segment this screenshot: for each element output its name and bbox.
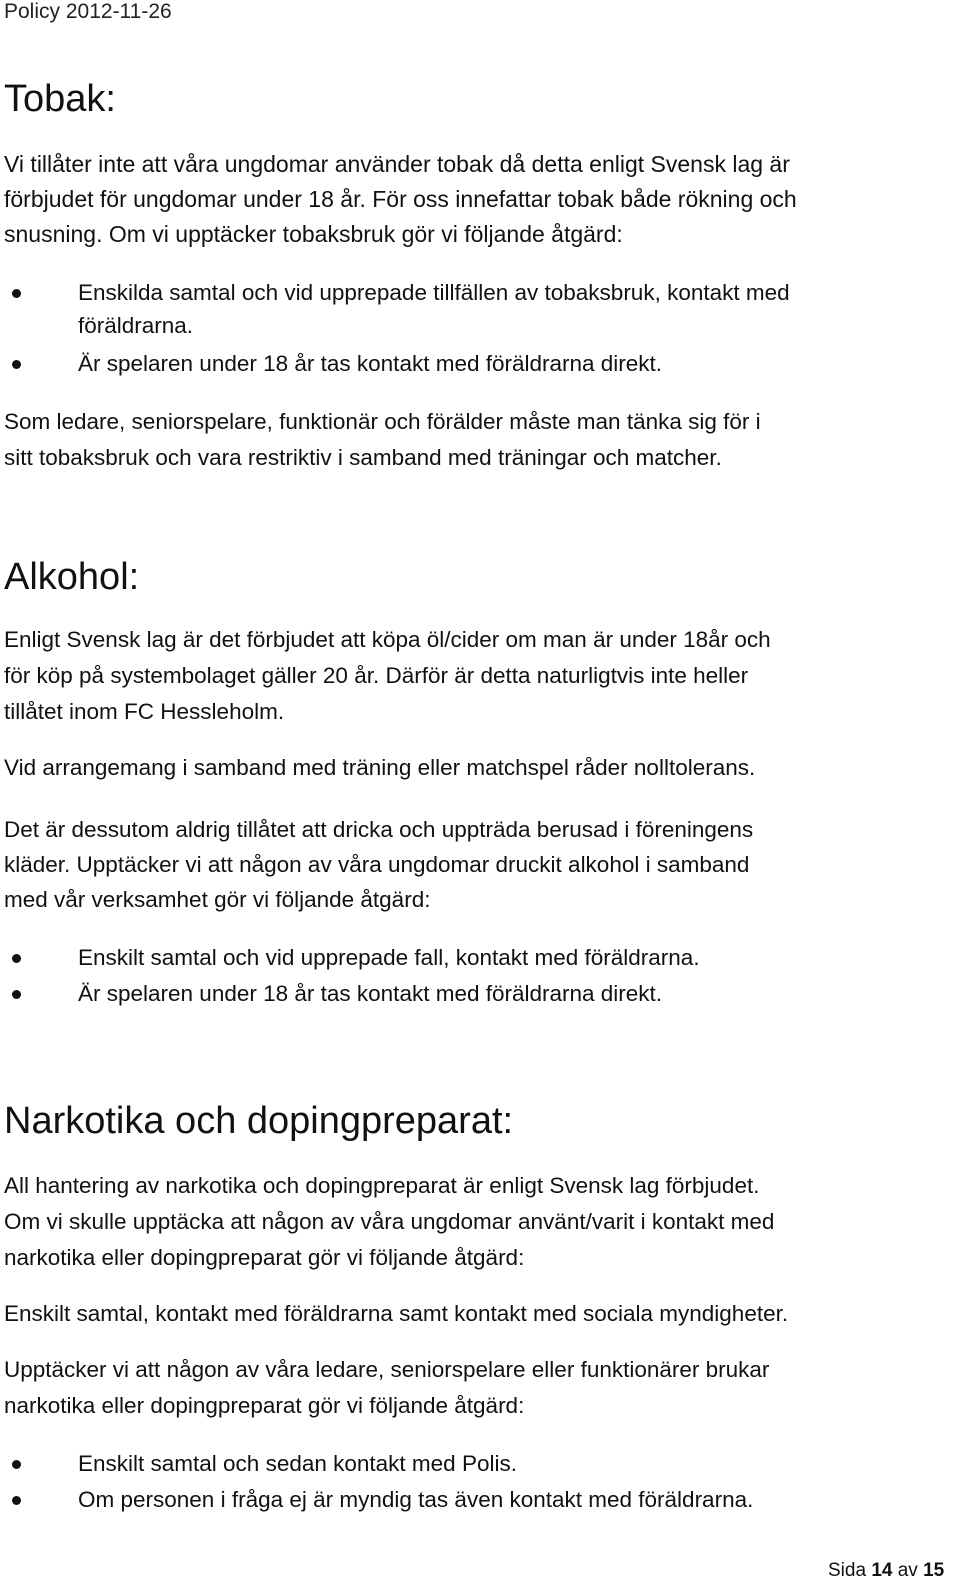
footer-page-number: 14 <box>871 1560 893 1581</box>
page-header: Policy 2012-11-26 <box>4 0 172 23</box>
bullet-icon <box>12 1496 21 1505</box>
paragraph-line: med vår verksamhet gör vi följande åtgärd: <box>4 887 431 912</box>
footer-page-total: 15 <box>923 1560 945 1581</box>
bullet-icon <box>12 954 21 963</box>
bullet-icon <box>12 1460 21 1469</box>
bullet-icon <box>12 360 21 369</box>
paragraph-line: för köp på systembolaget gäller 20 år. Därför är detta naturligtvis inte heller <box>4 663 749 688</box>
section-heading-narkotika: Narkotika och dopingpreparat: <box>4 1100 514 1142</box>
bullet-text: föräldrarna. <box>78 313 194 338</box>
alkohol-paragraph-2: Vid arrangemang i samband med träning eller matchspel råder nolltolerans. <box>4 755 756 780</box>
bullet-icon <box>12 990 21 999</box>
bullet-text: Är spelaren under 18 år tas kontakt med föräldrarna direkt. <box>78 351 663 376</box>
paragraph-line: Som ledare, seniorspelare, funktionär och förälder måste man tänka sig för i <box>4 409 761 434</box>
narkotika-paragraph-2: Enskilt samtal, kontakt med föräldrarna samt kontakt med sociala myndigheter. <box>4 1301 789 1326</box>
bullet-text: Enskilda samtal och vid upprepade tillfällen av tobaksbruk, kontakt med <box>78 280 790 305</box>
paragraph-line: Det är dessutom aldrig tillåtet att dricka och uppträda berusad i föreningens <box>4 817 754 842</box>
section-heading-alkohol: Alkohol: <box>4 556 140 598</box>
paragraph-line: Upptäcker vi att någon av våra ledare, seniorspelare eller funktionärer brukar <box>4 1357 770 1382</box>
bullet-text: Är spelaren under 18 år tas kontakt med föräldrarna direkt. <box>78 981 663 1006</box>
paragraph-line: Om vi skulle upptäcka att någon av våra ungdomar använt/varit i kontakt med <box>4 1209 775 1234</box>
paragraph-line: snusning. Om vi upptäcker tobaksbruk gör vi följande åtgärd: <box>4 221 623 247</box>
paragraph-line: All hantering av narkotika och dopingpreparat är enligt Svensk lag förbjudet. <box>4 1173 760 1198</box>
paragraph-line: Enligt Svensk lag är det förbjudet att köpa öl/cider om man är under 18år och <box>4 627 771 652</box>
paragraph-line: sitt tobaksbruk och vara restriktiv i samband med träningar och matcher. <box>4 445 722 470</box>
bullet-text: Om personen i fråga ej är myndig tas även kontakt med föräldrarna. <box>78 1487 754 1512</box>
footer-of-label: av <box>897 1560 918 1581</box>
bullet-text: Enskilt samtal och vid upprepade fall, kontakt med föräldrarna. <box>78 945 700 970</box>
paragraph-line: Vi tillåter inte att våra ungdomar använder tobak då detta enligt Svensk lag är <box>4 151 790 177</box>
bullet-icon <box>12 289 21 298</box>
page-footer <box>828 1560 944 1582</box>
paragraph-line: narkotika eller dopingpreparat gör vi följande åtgärd: <box>4 1393 525 1418</box>
paragraph-line: narkotika eller dopingpreparat gör vi följande åtgärd: <box>4 1245 525 1270</box>
footer-label: Sida <box>828 1560 867 1581</box>
section-heading-tobak: Tobak: <box>4 78 116 120</box>
paragraph-line: tillåtet inom FC Hessleholm. <box>4 699 285 724</box>
paragraph-line: förbjudet för ungdomar under 18 år. För oss innefattar tobak både rökning och <box>4 186 797 212</box>
bullet-text: Enskilt samtal och sedan kontakt med Polis. <box>78 1451 517 1476</box>
paragraph-line: kläder. Upptäcker vi att någon av våra ungdomar druckit alkohol i samband <box>4 852 750 877</box>
